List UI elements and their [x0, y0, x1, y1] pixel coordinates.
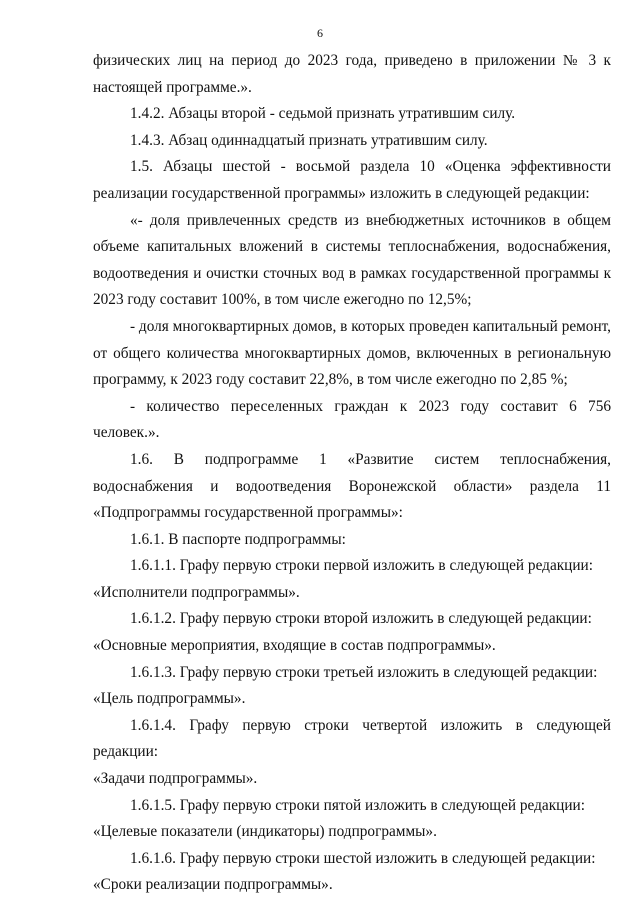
paragraph-1-4-2: 1.4.2. Абзацы второй - седьмой признать утратившим силу. — [130, 105, 516, 123]
paragraph-continuation: физических лиц на период до 2023 года, приведено в приложении № 3 к настоящей программе.». — [93, 52, 611, 96]
paragraph-1-6-1: 1.6.1. В паспорте подпрограммы: — [130, 530, 346, 548]
paragraph-1-6-1-6: 1.6.1.6. Графу первую строки шестой изложить в следующей редакции: — [130, 849, 596, 867]
paragraph-tasks: «Задачи подпрограммы». — [93, 770, 258, 788]
paragraph-goal: «Цель подпрограммы». — [93, 690, 246, 708]
paragraph-implementation-period: «Сроки реализации подпрограммы». — [93, 876, 333, 894]
paragraph-target-indicators: «Целевые показатели (индикаторы) подпрограммы». — [93, 823, 437, 841]
document-body — [93, 48, 611, 899]
paragraph-1-6-1-5: 1.6.1.5. Графу первую строки пятой изложить в следующей редакции: — [130, 796, 585, 814]
paragraph-1-6-1-3: 1.6.1.3. Графу первую строки третьей изложить в следующей редакции: — [130, 663, 598, 681]
paragraph-quote-extrabudget-share: «- доля привлеченных средств из внебюджетных источников в общем объеме капитальных вложений в системы теплоснабжения, водоснабжения, водоотведения и очистки сточных вод в рамках государственной программы к 2023 году составит 100%, в том числе ежегодно по 12,5%; — [93, 211, 611, 309]
paragraph-1-6-1-1: 1.6.1.1. Графу первую строки первой изложить в следующей редакции: — [130, 557, 593, 575]
paragraph-executors: «Исполнители подпрограммы». — [93, 583, 300, 601]
paragraph-1-4-3: 1.4.3. Абзац одиннадцатый признать утратившим силу. — [130, 131, 488, 149]
paragraph-1-6: 1.6. В подпрограмме 1 «Развитие систем теплоснабжения, водоснабжения и водоотведения Воронежской области» раздела 11 «Подпрограммы государственной программы»: — [93, 450, 611, 522]
page-number: 6 — [317, 26, 323, 40]
paragraph-resettled-citizens: - количество переселенных граждан к 2023 году составит 6 756 человек.». — [93, 397, 611, 442]
paragraph-1-6-1-4: 1.6.1.4. Графу первую строки четвертой изложить в следующей редакции: — [93, 716, 611, 761]
paragraph-1-6-1-2: 1.6.1.2. Графу первую строки второй изложить в следующей редакции: — [130, 610, 592, 628]
paragraph-1-5: 1.5. Абзацы шестой - восьмой раздела 10 «Оценка эффективности реализации государственной программы» изложить в следующей редакции: — [93, 158, 611, 202]
paragraph-main-activities: «Основные мероприятия, входящие в состав подпрограммы». — [93, 637, 496, 655]
paragraph-apartment-repair-share: - доля многоквартирных домов, в которых проведен капитальный ремонт, от общего количества многоквартирных домов, включенных в региональную программу, к 2023 году составит 22,8%, в том числе ежегодно по 2,85 %; — [93, 317, 611, 389]
